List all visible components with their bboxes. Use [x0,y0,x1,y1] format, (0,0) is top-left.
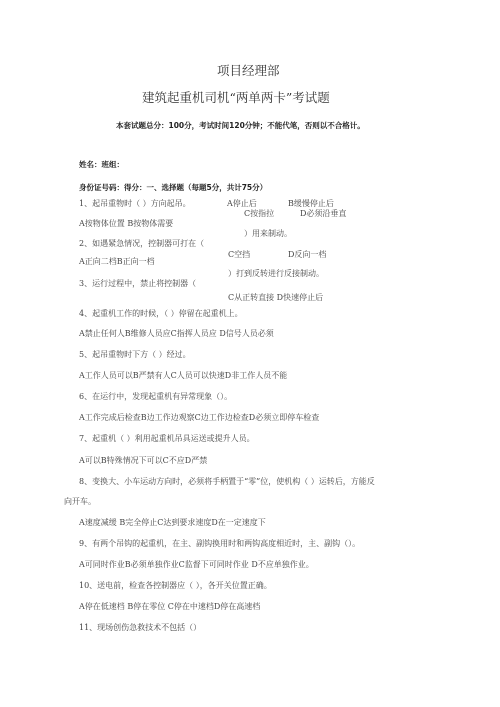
q4-stem: 4、起重机工作的时候，（ ）停留在起重机上。 [79,309,243,318]
q2-options-ab: A正向二档B正向一档 [79,257,155,266]
q1-option-d: D必须沿垂直 [300,209,347,218]
q2-option-c: C空挡 [228,250,251,259]
q9-stem: 9、有两个吊钩的起重机，在主、副钩换用时和两钩高度相近时，主、副钩（）。 [79,539,361,548]
q8-options: A速度减缓 B完全停止C达到要求速度D在一定速度下 [79,518,266,527]
q4-options: A禁止任何人B维修人员应C指挥人员应 D信号人员必须 [79,329,274,338]
name-line: 姓名：班组： [79,160,124,169]
document-subtitle: 建筑起重机司机“两单两卡”考试题 [142,90,330,105]
q5-options: A工作人员可以B严禁有人C人员可以快速D非工作人员不能 [79,371,288,380]
q3-stem: 3、运行过程中，禁止将控制器（ [79,279,197,288]
q1-options-ab: A按物体位置 B按物体需要 [79,219,174,228]
q2-stem: 2、如遇紧急情况，控制器可打在（ [79,239,205,248]
exam-notice: 本套试题总分：100分，考试时间120分钟；不能代笔，否则以不合格计。 [116,121,365,130]
q2-option-d: D反向一档 [288,250,327,259]
q1-option-c: C按指拉 [244,209,275,218]
q5-stem: 5、起吊重物时下方（ ）经过。 [79,350,191,359]
q9-options: A可同时作业B必须单独作业C监督下可同时作业 D不应单独作业。 [79,560,314,569]
q10-stem: 10、送电前，检查各控制器应（ ），各开关位置正确。 [79,581,272,590]
q2-tail: ）用来制动。 [244,229,292,238]
q3-options-cd: C从正转直接 D快速停止后 [228,293,324,302]
q7-stem: 7、起重机（ ）利用起重机吊具运送或提升人员。 [79,434,255,443]
q7-options: A可以B特殊情况下可以C不应D严禁 [79,456,208,465]
q1-stem: 1、起吊重物时（ ）方向起吊。 [79,199,191,208]
q8-stem: 8、变换大、小车运动方向时，必须将手柄置于“零”位，使机构（ ）运转后，方能反 [79,477,375,486]
q1-option-b: B缓慢停止后 [288,199,334,208]
q1-option-a: A停止后 [227,199,257,208]
q11-stem: 11、现场创伤急救技术不包括（） [79,623,202,632]
document-title: 项目经理部 [217,63,280,78]
id-score-line: 身份证号码：得分：一、选择题（每题5分，共计75分） [79,183,268,192]
q6-stem: 6、在运行中，发现起重机有异常现象（）。 [79,392,233,401]
q10-options: A停在低速档 B停在零位 C停在中速档D停在高速档 [79,602,261,611]
q3-tail: ）打到反转进行反接制动。 [228,269,324,278]
q6-options: A工作完成后检查B边工作边观察C边工作边检查D必须立即停车检查 [79,413,320,422]
q8-stem-continued: 向开车。 [64,497,96,506]
